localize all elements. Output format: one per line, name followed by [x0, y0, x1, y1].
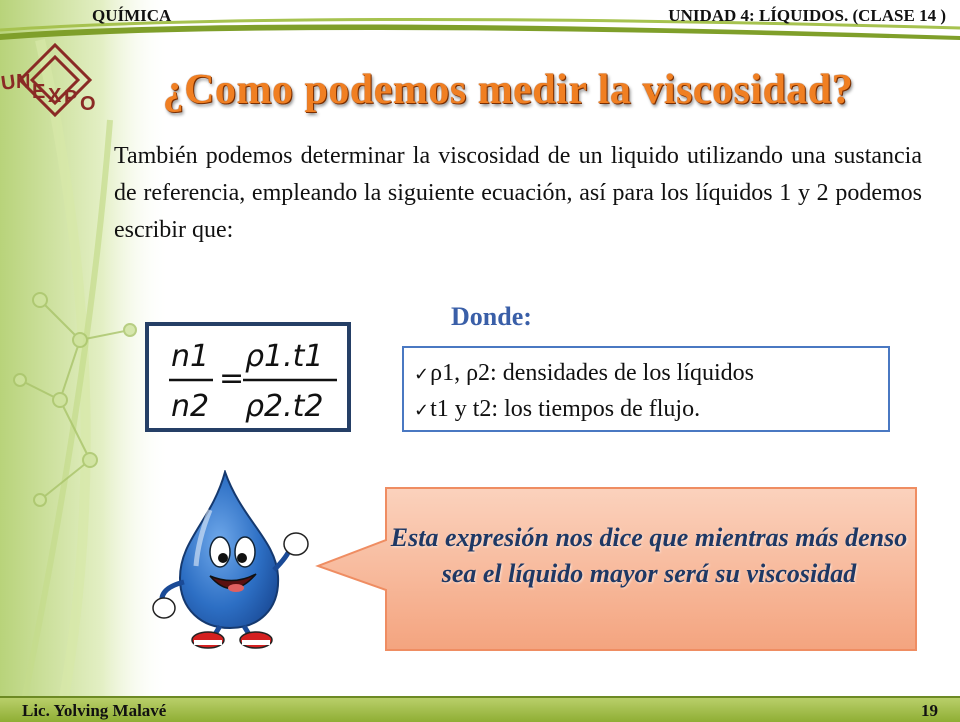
checkmark-icon: ✓: [414, 364, 430, 385]
page-number: 19: [921, 701, 938, 720]
svg-text:N: N: [16, 71, 31, 93]
formula-right-denominator: ρ2.t2: [245, 389, 324, 424]
formula-left-numerator: n1: [171, 339, 210, 374]
water-drop-mascot-icon: [150, 470, 340, 650]
formula-equals: =: [219, 361, 245, 396]
checkmark-icon: ✓: [414, 400, 430, 421]
callout-text: Esta expresión nos dice que mientras más denso sea el líquido mayor será su viscosidad: [390, 523, 908, 588]
unit-label: UNIDAD 4: LÍQUIDOS. (CLASE 14 ): [668, 6, 946, 25]
svg-text:E: E: [32, 81, 46, 103]
definitions-heading: Donde:: [451, 302, 532, 331]
svg-text:P: P: [64, 87, 78, 109]
definition-item: ✓t1 y t2: los tiempos de flujo.: [414, 396, 701, 422]
subject-label: QUÍMICA: [92, 6, 172, 25]
definition-item: ✓ρ1, ρ2: densidades de los líquidos: [414, 360, 755, 386]
author-label: Lic. Yolving Malavé: [22, 701, 167, 720]
footer-bar: [0, 696, 960, 722]
svg-text:O: O: [80, 93, 96, 115]
formula-right-numerator: ρ1.t1: [245, 339, 324, 374]
formula-left-denominator: n2: [171, 389, 210, 424]
page-title: ¿Como podemos medir la viscosidad?: [162, 67, 854, 113]
svg-text:U: U: [0, 71, 18, 95]
svg-text:X: X: [48, 85, 62, 107]
intro-paragraph: También podemos determinar la viscosidad de un liquido utilizando una sustancia de referencia, empleando la siguiente ecuación, así para los líquidos 1 y 2 podemos escribir que:: [114, 143, 922, 243]
